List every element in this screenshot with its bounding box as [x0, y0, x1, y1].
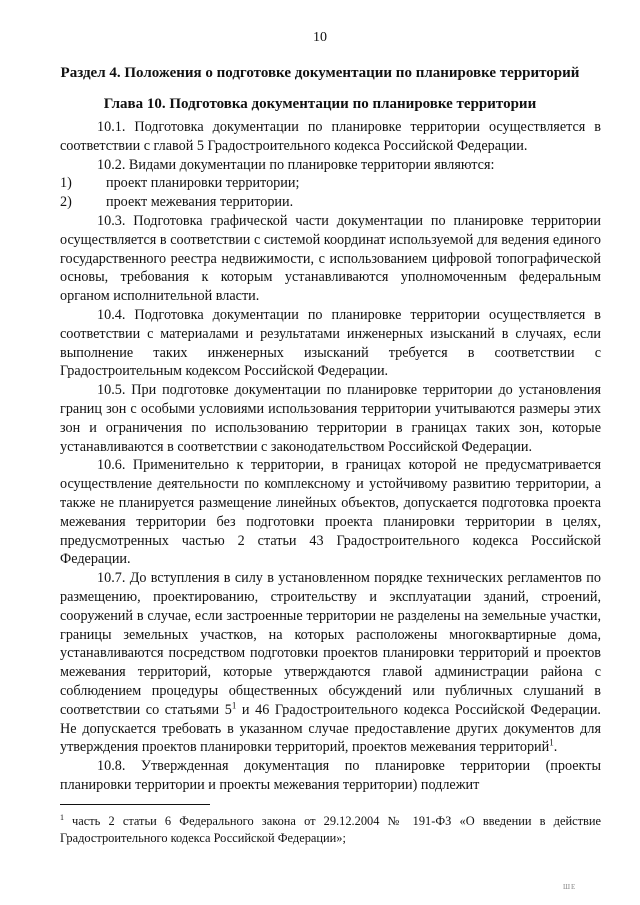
list-item-number: 2) [60, 194, 72, 211]
list-item-text: проект планировки территории; [106, 175, 300, 192]
footnote-divider [60, 804, 210, 805]
paragraph-10-1: 10.1. Подготовка документации по планировке территории осуществляется в соответствии с главой 5 Градостроительного кодекса Российской Федерации. [60, 119, 601, 154]
paragraph-10-6: 10.6. Применительно к территории, в границах которой не предусматривается осуществление деятельности по комплексному и устойчивому развитию территории, а также не планируется размещение линейных объектов, допускается подготовка проекта межевания территории без подготовки проекта планировки территории в целях, предусмотренных частью 2 статьи 43 Градостроительного кодекса Российской Федерации. [60, 457, 601, 568]
paragraph-10-7 [60, 569, 601, 757]
corner-mark: ШЕ [563, 883, 577, 891]
list-item [60, 174, 601, 193]
footnote-mark: 1 [60, 812, 64, 822]
chapter-title: Глава 10. Подготовка документации по планировке территории [103, 96, 537, 112]
page-number: 10 [313, 30, 327, 45]
list-item-text: проект межевания территории. [106, 194, 294, 211]
document-body [60, 118, 601, 795]
section-title: Раздел 4. Положения о подготовке документации по планировке территорий [60, 65, 580, 81]
paragraph-10-2: 10.2. Видами документации по планировке территории являются: [97, 156, 495, 173]
paragraph-10-7-part1: 10.7. До вступления в силу в установленном порядке технических регламентов по размещению, проектированию, строительству и эксплуатации зданий, строений, сооружений в случае, если застроенные территории не разделены на земельные участки, границы земельных участков, на которых расположены многоквартирные дома, устанавливаются посредством подготовки проектов планировки территорий и проектов межевания территорий, которые утверждаются главой администрации района с соблюдением процедуры общественных обсуждений или публичных слушаний в соответствии со статьями 5 [60, 570, 601, 718]
list-item-number: 1) [60, 175, 72, 192]
paragraph-10-7-part3: . [553, 739, 558, 756]
footnote [60, 813, 601, 846]
paragraph-10-8: 10.8. Утвержденная документация по планировке территории (проекты планировки территории и проекты межевания территории) подлежит [60, 758, 601, 793]
paragraph-10-7-part2: и 46 Градостроительного кодекса Российской Федерации. Не допускается требовать в указанном случае предоставление других документов для утверждения проектов планировки территорий, проектов межевания территорий [60, 701, 601, 756]
footnote-reference: 1 [231, 699, 237, 710]
paragraph-10-5: 10.5. При подготовке документации по планировке территории до установления границ зон с особыми условиями использования территории учитываются размеры этих зон и ограничения по использованию территории в границах таких зон, которые устанавливаются в соответствии с законодательством Российской Федерации. [60, 382, 601, 455]
list-item [60, 193, 601, 212]
paragraph-10-4: 10.4. Подготовка документации по планировке территории осуществляется в соответствии с материалами и результатами инженерных изысканий в случаях, если выполнение таких инженерных изысканий требуется в соответствии с Градостроительным кодексом Российской Федерации. [60, 306, 601, 380]
paragraph-10-3: 10.3. Подготовка графической части документации по планировке территории осуществляется в соответствии с системой координат используемой для ведения единого государственного реестра недвижимости, с использованием цифровой топографической основы, требования к которым устанавливаются уполномоченным федеральным органом исполнительной власти. [60, 212, 601, 305]
footnote-text: часть 2 статьи 6 Федерального закона от 29.12.2004 № 191-ФЗ «О введении в действие Градостроительного кодекса Российской Федерации»; [60, 814, 601, 845]
footnote-reference: 1 [549, 737, 554, 748]
